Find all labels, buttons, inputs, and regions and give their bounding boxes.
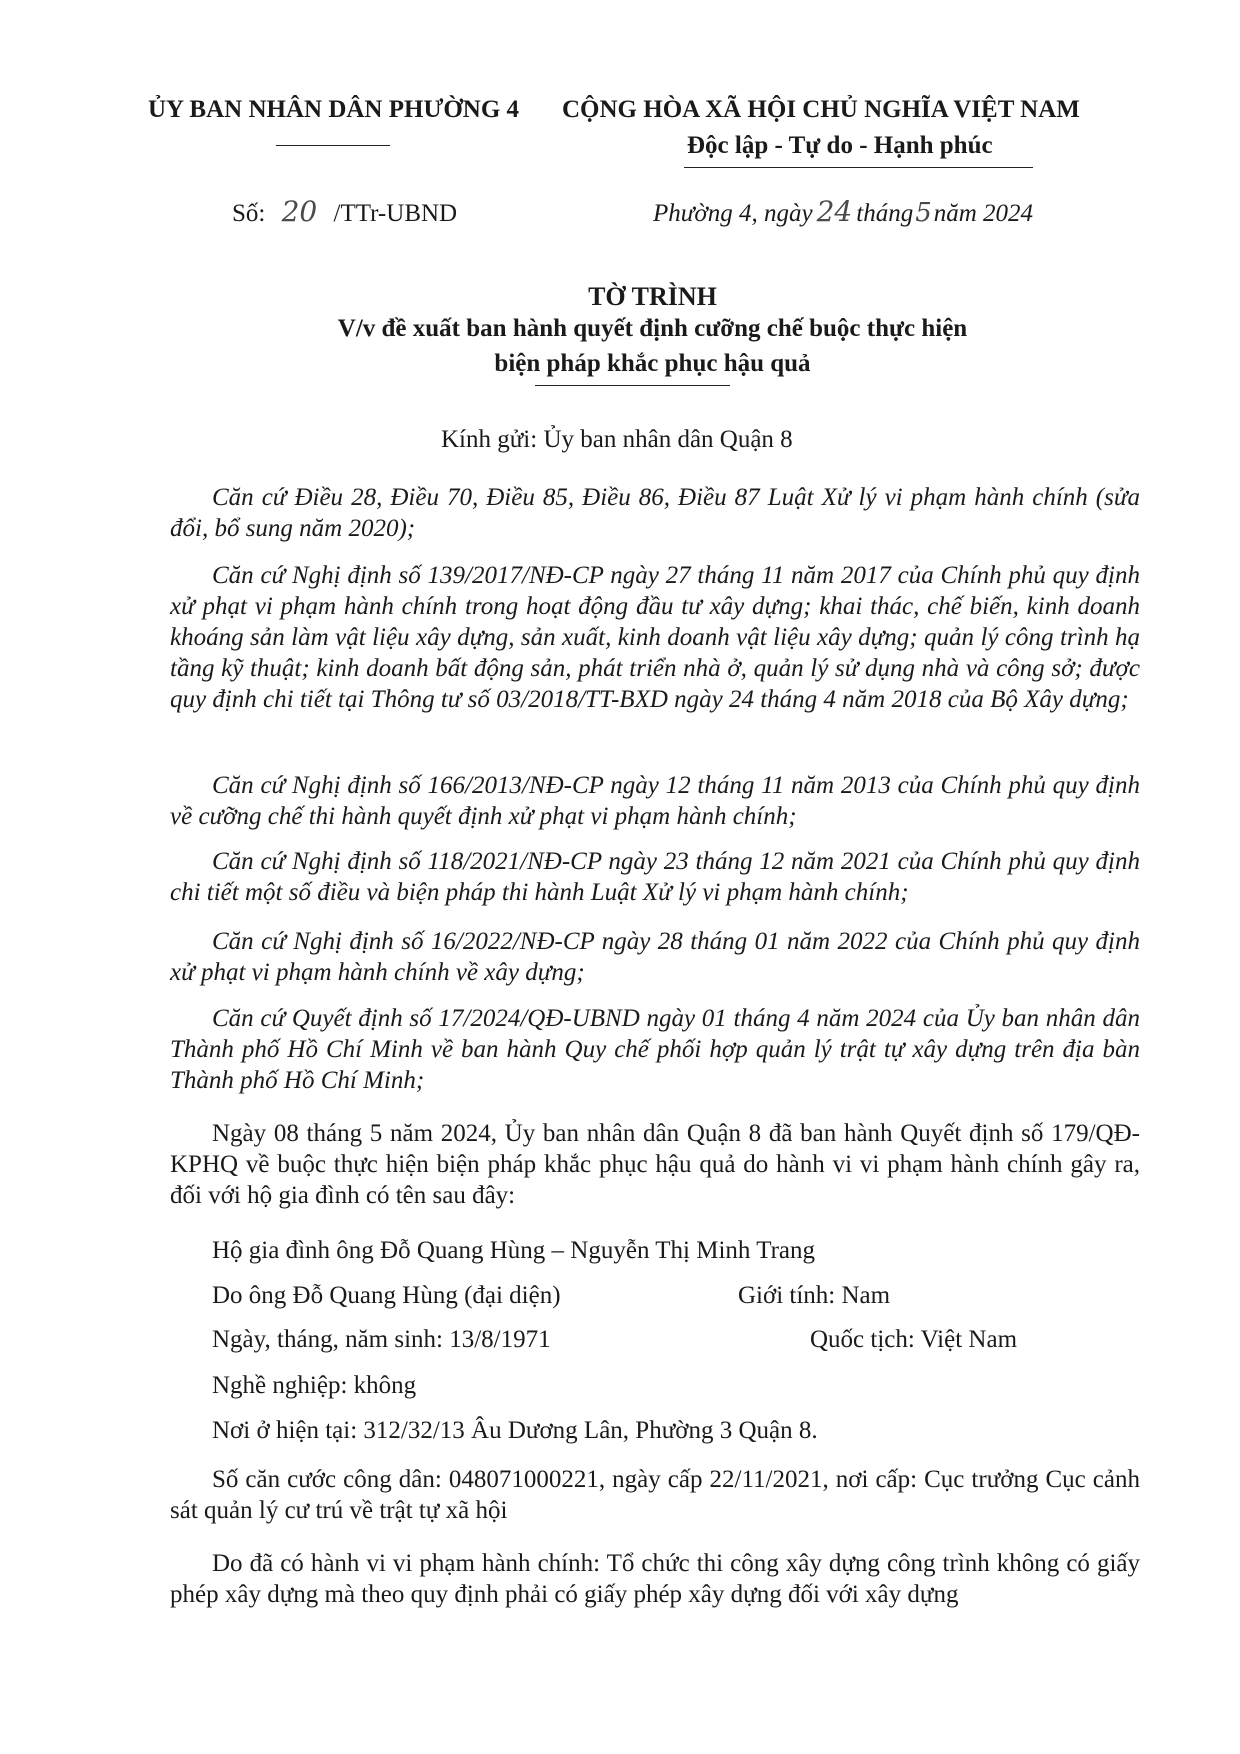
subject-line-1: V/v đề xuất ban hành quyết định cưỡng chế buộc thực hiện [337, 315, 968, 342]
date-month-handwritten: 5 [915, 198, 932, 228]
recipient-line: Kính gửi: Ủy ban nhân dân Quận 8 [441, 426, 793, 453]
id-card-paragraph: Số căn cước công dân: 048071000221, ngày cấp 22/11/2021, nơi cấp: Cục trưởng Cục cảnh sát quản lý cư trú về trật tự xã hội [170, 1466, 1140, 1524]
occupation-line: Nghề nghiệp: không [212, 1372, 417, 1399]
legal-basis-4: Căn cứ Nghị định số 118/2021/NĐ-CP ngày 23 tháng 12 năm 2021 của Chính phủ quy định chi tiết một số điều và biện pháp thi hành Luật Xử lý vi phạm hành chính; [170, 848, 1140, 906]
date-month-label: tháng [856, 200, 914, 227]
date-day-handwritten: 24 [816, 195, 853, 228]
legal-basis-2: Căn cứ Nghị định số 139/2017/NĐ-CP ngày 27 tháng 11 năm 2017 của Chính phủ quy định xử phạt vi phạm hành chính trong hoạt động đầu tư xây dựng; khai thác, chế biến, kinh doanh khoáng sản làm vật liệu xây dựng, sản xuất, kinh doanh vật liệu xây dựng; quản lý công trình hạ tầng kỹ thuật; kinh doanh bất động sản, phát triển nhà ở, quản lý sử dụng nhà và công sở; được quy định chi tiết tại Thông tư số 03/2018/TT-BXD ngày 24 tháng 4 năm 2018 của Bộ Xây dựng; [170, 562, 1140, 713]
legal-basis-3: Căn cứ Nghị định số 166/2013/NĐ-CP ngày 12 tháng 11 năm 2013 của Chính phủ quy định về cưỡng chế thi hành quyết định xử phạt vi phạm hành chính; [170, 772, 1140, 830]
dob-line: Ngày, tháng, năm sinh: 13/8/1971 [212, 1326, 551, 1353]
country-name: CỘNG HÒA XÃ HỘI CHỦ NGHĨA VIỆT NAM [562, 96, 1080, 123]
number-suffix: /TTr-UBND [333, 200, 458, 227]
issuing-agency: ỦY BAN NHÂN DÂN PHƯỜNG 4 [148, 96, 520, 123]
number-handwritten: 20 [281, 195, 318, 228]
intro-paragraph: Ngày 08 tháng 5 năm 2024, Ủy ban nhân dân Quận 8 đã ban hành Quyết định số 179/QĐ-KPHQ về buộc thực hiện biện pháp khắc phục hậu quả do hành vi vi phạm hành chính gây ra, đối với hộ gia đình có tên sau đây: [170, 1120, 1140, 1209]
legal-basis-5: Căn cứ Nghị định số 16/2022/NĐ-CP ngày 28 tháng 01 năm 2022 của Chính phủ quy định xử phạt vi phạm hành chính về xây dựng; [170, 928, 1140, 986]
violation-paragraph: Do đã có hành vi vi phạm hành chính: Tổ chức thi công xây dựng công trình không có giấy phép xây dựng mà theo quy định phải có giấy phép xây dựng đối với xây dựng [170, 1550, 1140, 1608]
representative-line: Do ông Đỗ Quang Hùng (đại diện) [212, 1282, 561, 1309]
motto-underline [684, 167, 1033, 168]
address-line: Nơi ở hiện tại: 312/32/13 Âu Dương Lân, Phường 3 Quận 8. [212, 1417, 818, 1444]
number-prefix: Số: [232, 200, 266, 227]
subject-line-2: biện pháp khắc phục hậu quả [494, 350, 811, 377]
date-prefix: Phường 4, ngày [653, 200, 813, 227]
household-line: Hộ gia đình ông Đỗ Quang Hùng – Nguyễn Thị Minh Trang [212, 1237, 816, 1264]
document-date [653, 195, 1033, 228]
gender-line: Giới tính: Nam [738, 1282, 891, 1309]
national-motto: Độc lập - Tự do - Hạnh phúc [687, 132, 993, 159]
document-title: TỜ TRÌNH [588, 282, 717, 311]
date-year: năm 2024 [933, 200, 1034, 227]
legal-basis-6: Căn cứ Quyết định số 17/2024/QĐ-UBND ngày 01 tháng 4 năm 2024 của Ủy ban nhân dân Thành phố Hồ Chí Minh về ban hành Quy chế phối hợp quản lý trật tự xây dựng trên địa bàn Thành phố Hồ Chí Minh; [170, 1005, 1140, 1094]
agency-underline [276, 145, 390, 146]
document-number [232, 195, 457, 228]
legal-basis-1: Căn cứ Điều 28, Điều 70, Điều 85, Điều 86, Điều 87 Luật Xử lý vi phạm hành chính (sửa đổi, bổ sung năm 2020); [170, 484, 1140, 542]
subject-underline [535, 385, 730, 386]
nationality-line: Quốc tịch: Việt Nam [810, 1326, 1018, 1353]
